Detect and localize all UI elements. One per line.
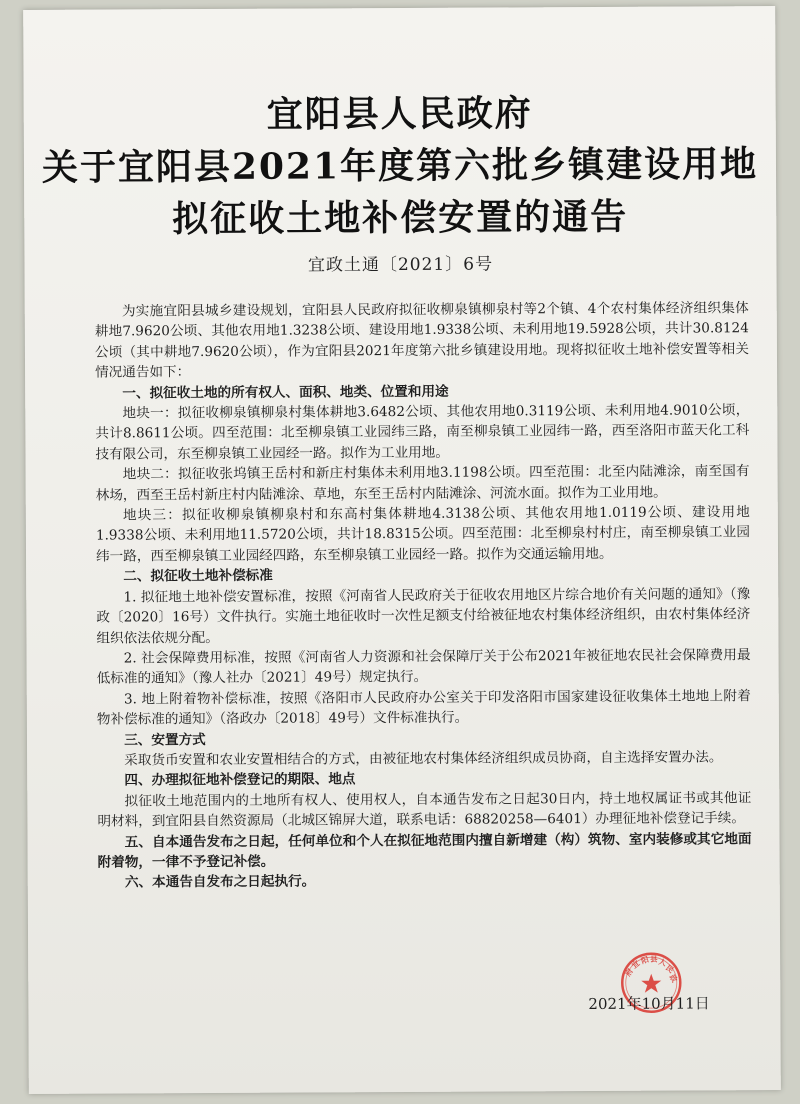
section-heading-3: 三、安置方式: [124, 731, 206, 748]
standard-2-paragraph: 2. 社会保障费用标准，按照《河南省人力资源和社会保障厅关于公布2021年被征地农民社会保障费用最低标准的通知》（豫人社办〔2021〕49号）规定执行。: [96, 647, 751, 687]
svg-text:政: 政: [667, 972, 680, 985]
section-heading-2: 二、拟征收土地补偿标准: [123, 567, 273, 585]
plot-1-paragraph: 地块一：拟征收柳泉镇柳泉村集体耕地3.6482公顷、其他农用地0.3119公顷、未利用地4.9010公顷，共计8.8611公顷。四至范围：北至柳泉镇工业园纬三路，南至柳泉镇工业园纬一路，西至洛阳市蓝天化工科技有限公司，东至柳泉镇工业园经一路。拟作为工业用地。: [95, 402, 750, 463]
plot-3-paragraph: 地块三：拟征收柳泉镇柳泉村和东高村集体耕地4.3138公顷、其他农用地1.0119公顷、建设用地1.9338公顷、未利用地11.5720公顷，共计18.8315公顷。四至范围：北至柳泉村村庄，南至柳泉镇工业园纬一路，西至柳泉镇工业园经四路，东至柳泉镇工业园经一路。拟作为交通运输用地。: [95, 504, 750, 565]
svg-text:阳: 阳: [639, 954, 650, 966]
svg-text:县: 县: [650, 954, 658, 964]
section-heading-4: 四、办理拟征地补偿登记的期限、地点: [124, 771, 356, 789]
svg-text:府: 府: [623, 966, 635, 978]
title-line-3: 拟征收土地补偿安置的通告: [172, 195, 629, 241]
title-line-2: 关于宜阳县2021年度第六批乡镇建设用地: [41, 143, 759, 189]
svg-text:民: 民: [663, 963, 676, 975]
section-heading-1: 一、拟征收土地的所有权人、面积、地类、位置和用途: [122, 383, 449, 402]
intro-paragraph: 为实施宜阳县城乡建设规划，宜阳县人民政府拟征收柳泉镇柳泉村等2个镇、4个农村集体经济组织集体耕地7.9620公顷、其他农用地1.3238公顷、建设用地1.9338公顷、未利用地19.5928公顷，共计30.8124公顷（其中耕地7.9620公顷），作为宜阳县2021年度第六批乡镇建设用地。现将拟征收土地补偿安置等相关情况通告如下：: [94, 300, 749, 381]
section-item-5: 五、自本通告发布之日起，任何单位和个人在拟征地范围内擅自新增建（构）筑物、室内装修或其它地面附着物，一律不予登记补偿。: [97, 830, 752, 871]
svg-text:人: 人: [657, 956, 668, 968]
document-sheet: [23, 6, 781, 1094]
document-number: 宜政土通〔2021〕6号: [307, 254, 494, 276]
notice-body: [95, 298, 752, 893]
standard-3-paragraph: 3. 地上附着物补偿标准，按照《洛阳市人民政府办公室关于印发洛阳市国家建设征收集体土地地上附着物补偿标准的通知》（洛政办〔2018〕49号）文件标准执行。: [96, 687, 751, 728]
svg-text:宜: 宜: [629, 958, 642, 971]
plot-2-paragraph: 地块二：拟征收张坞镇王岳村和新庄村集体未利用地3.1198公顷。四至范围：北至内陆滩涂，南至国有林场，西至王岳村新庄村内陆滩涂、草地，东至王岳村内陆滩涂、河流水面。拟作为工业用地。: [95, 463, 750, 504]
issue-date: 2021年10月11日: [588, 994, 710, 1014]
resettlement-paragraph: 采取货币安置和农业安置相结合的方式，由被征地农村集体经济组织成员协商，自主选择安置办法。: [124, 749, 723, 769]
registration-paragraph: 拟征收土地范围内的土地所有权人、使用权人，自本通告发布之日起30日内，持土地权属证书或其他证明材料，到宜阳县自然资源局（北城区锦屏大道，联系电话：68820258—6401）办理征地补偿登记手续。: [97, 789, 752, 830]
title-line-1: 宜阳县人民政府: [266, 92, 533, 136]
section-item-6: 六、本通告自发布之日起执行。: [124, 873, 316, 891]
standard-1-paragraph: 1. 拟征地土地补偿安置标准，按照《河南省人民政府关于征收农用地区片综合地价有关问题的通知》（豫政〔2020〕16号）文件执行。实施土地征收时一次性足额支付给被征地农村集体经济组织，由农村集体经济组织依法依规分配。: [96, 585, 751, 647]
